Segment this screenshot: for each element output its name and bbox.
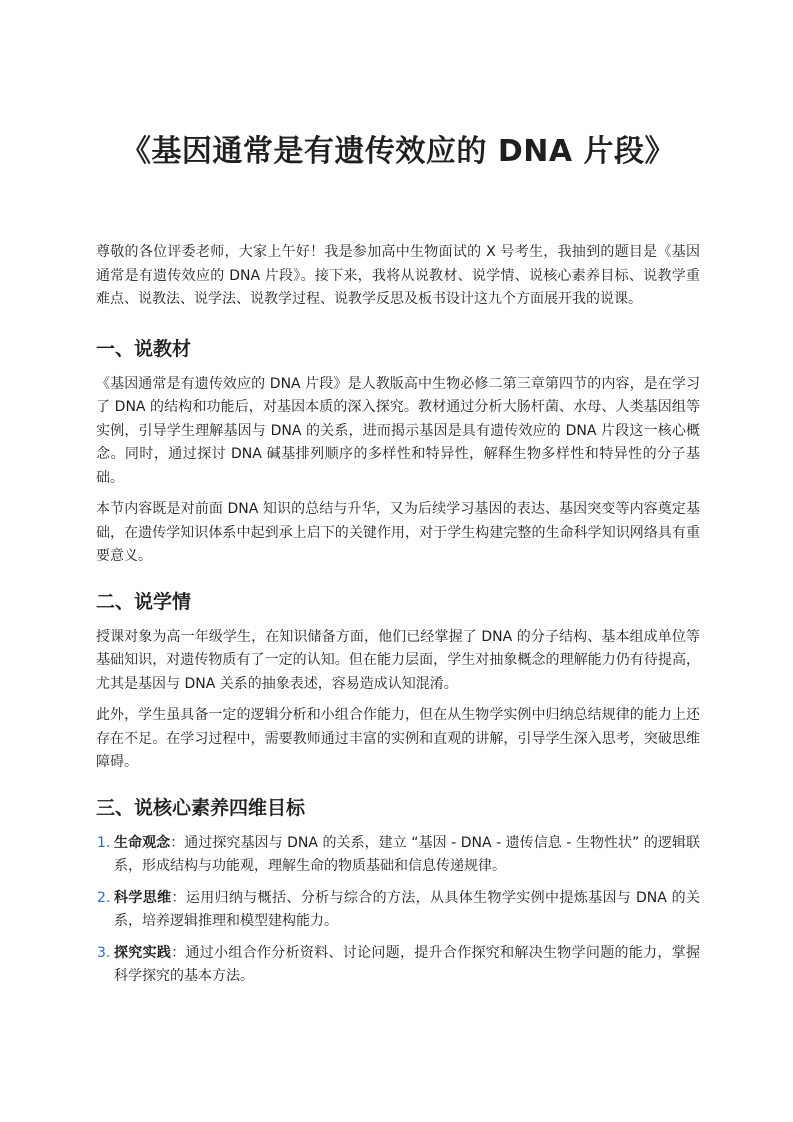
document-body <box>96 241 700 997</box>
objective-text: ：通过小组合作分析资料、讨论问题，提升合作探究和解决生物学问题的能力，掌握科学探究的基本方法。 <box>114 944 701 984</box>
section-heading-textbook: 一、说教材 <box>96 337 192 360</box>
document-title: 《基因通常是有遗传效应的 DNA 片段》 <box>120 134 676 169</box>
objective-term: 生命观念 <box>114 834 171 851</box>
objective-text: ：运用归纳与概括、分析与综合的方法，从具体生物学实例中提炼基因与 DNA 的关系，培养逻辑推理和模型建构能力。 <box>114 889 700 929</box>
list-number: 3. <box>97 944 111 961</box>
section-heading-objectives: 三、说核心素养四维目标 <box>96 796 306 819</box>
intro-paragraph: 尊敬的各位评委老师，大家上午好！我是参加高中生物面试的 X 号考生，我抽到的题目是《基因通常是有遗传效应的 DNA 片段》。接下来，我将从说教材、说学情、说核心素养目标、说教学重难点、说教法、说学法、说教学过程、说教学反思及板书设计这九个方面展开我的说课。 <box>96 244 700 307</box>
objective-item-inquiry-practice <box>96 942 700 989</box>
students-paragraph-1: 授课对象为高一年级学生，在知识储备方面，他们已经掌握了 DNA 的分子结构、基本组成单位等基础知识，对遗传物质有了一定的认知。但在能力层面，学生对抽象概念的理解能力仍有待提高，尤其是基因与 DNA 关系的抽象表述，容易造成认知混淆。 <box>96 628 700 692</box>
objectives-list <box>96 832 700 989</box>
objective-item-life-concept <box>96 832 700 879</box>
objective-term: 探究实践 <box>114 944 172 961</box>
textbook-paragraph-1: 《基因通常是有遗传效应的 DNA 片段》是人教版高中生物必修二第三章第四节的内容，是在学习了 DNA 的结构和功能后，对基因本质的深入探究。教材通过分析大肠杆菌、水母、人类基因组等实例，引导学生理解基因与 DNA 的关系，进而揭示基因是具有遗传效应的 DNA 片段这一核心概念。同时，通过探讨 DNA 碱基排列顺序的多样性和特异性，解释生物多样性和特异性的分子基础。 <box>96 375 700 486</box>
section-heading-students: 二、说学情 <box>96 590 192 613</box>
list-number: 2. <box>97 889 111 906</box>
objective-term: 科学思维 <box>114 889 172 906</box>
textbook-paragraph-2: 本节内容既是对前面 DNA 知识的总结与升华，又为后续学习基因的表达、基因突变等内容奠定基础，在遗传学知识体系中起到承上启下的关键作用，对于学生构建完整的生命科学知识网络具有重要意义。 <box>96 501 700 564</box>
objective-item-scientific-thinking <box>96 887 700 934</box>
objective-text: ：通过探究基因与 DNA 的关系，建立 “基因 - DNA - 遗传信息 - 生物性状” 的逻辑联系，形成结构与功能观，理解生命的物质基础和信息传递规律。 <box>114 834 701 874</box>
students-paragraph-2: 此外，学生虽具备一定的逻辑分析和小组合作能力，但在从生物学实例中归纳总结规律的能力上还存在不足。在学习过程中，需要教师通过丰富的实例和直观的讲解，引导学生深入思考，突破思维障碍。 <box>96 707 700 770</box>
list-number: 1. <box>97 834 111 851</box>
